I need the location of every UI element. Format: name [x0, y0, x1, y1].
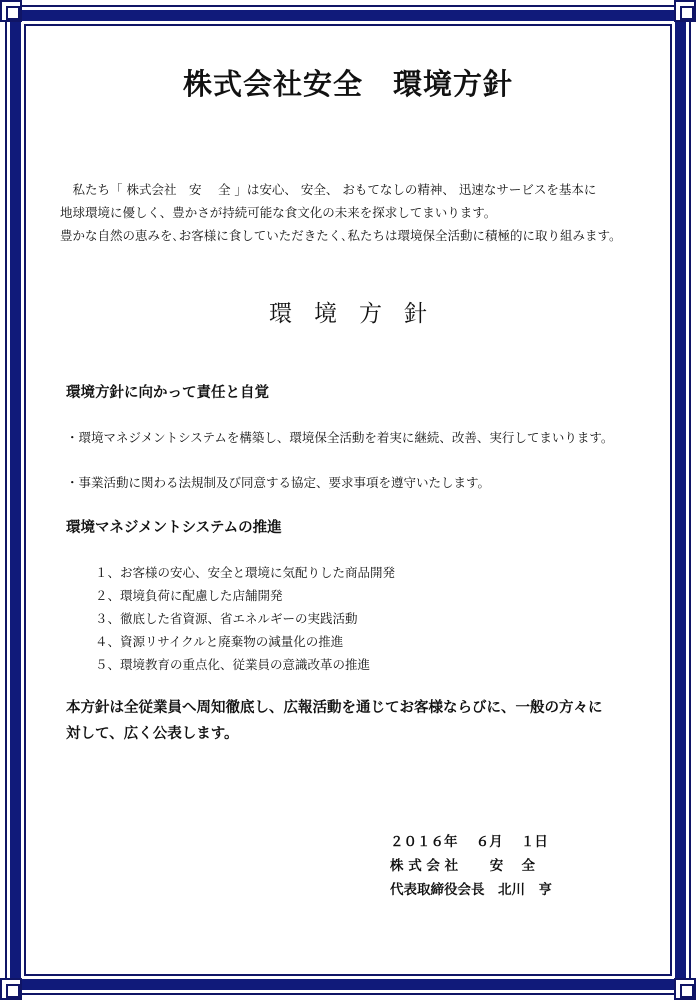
- bullet-item: ・環境マネジメントシステムを構築し、環境保全活動を着実に継続、改善、実行してまいります。: [66, 430, 614, 445]
- numbered-item: ４、資源リサイクルと廃棄物の減量化の推進: [95, 634, 344, 649]
- document-title: 株式会社安全 環境方針: [182, 67, 513, 101]
- section-heading-ems: 環境マネジメントシステムの推進: [66, 520, 282, 536]
- closing-statement: [66, 695, 646, 747]
- closing-line: 本方針は全従業員へ周知徹底し、広報活動を通じてお客様ならびに、一般の方々に: [66, 700, 603, 716]
- numbered-list: [95, 561, 395, 676]
- policy-subtitle: 環境方針: [269, 301, 449, 327]
- section-heading-responsibility: 環境方針に向かって責任と自覚: [66, 385, 269, 401]
- numbered-item: ５、環境教育の重点化、従業員の意識改革の推進: [95, 657, 371, 672]
- intro-paragraph: [60, 178, 660, 247]
- signature-company: 株 式 会 社 安 全: [390, 858, 535, 874]
- corner-ornament-icon: [674, 978, 696, 1000]
- corner-ornament-icon: [0, 978, 22, 1000]
- signature-representative: 代表取締役会長 北川 亨: [390, 882, 552, 898]
- signature-block: [390, 830, 552, 902]
- intro-line: 地球環境に優しく、豊かさが持続可能な食文化の未来を探求してまいります。: [60, 205, 497, 220]
- intro-line: 私たち「 株式会社 安 全 」は安心、 安全、 おもてなしの精神、 迅速なサービスを基本に: [60, 182, 597, 197]
- border-inner-line: [24, 24, 672, 976]
- bullet-item: ・事業活動に関わる法規制及び同意する協定、要求事項を遵守いたします。: [66, 475, 491, 490]
- closing-line: 対して、広く公表します。: [66, 726, 239, 742]
- intro-line: 豊かな自然の恵みを､お客様に食していただきたく､私たちは環境保全活動に積極的に取り組みます。: [60, 228, 622, 243]
- corner-ornament-icon: [0, 0, 22, 22]
- numbered-item: ２、環境負荷に配慮した店舗開発: [95, 588, 283, 603]
- numbered-item: １、お客様の安心、安全と環境に気配りした商品開発: [95, 565, 396, 580]
- numbered-item: ３、徹底した省資源、省エネルギーの実践活動: [95, 611, 358, 626]
- corner-ornament-icon: [674, 0, 696, 22]
- signature-date: ２０１６年 ６月 １日: [390, 834, 548, 850]
